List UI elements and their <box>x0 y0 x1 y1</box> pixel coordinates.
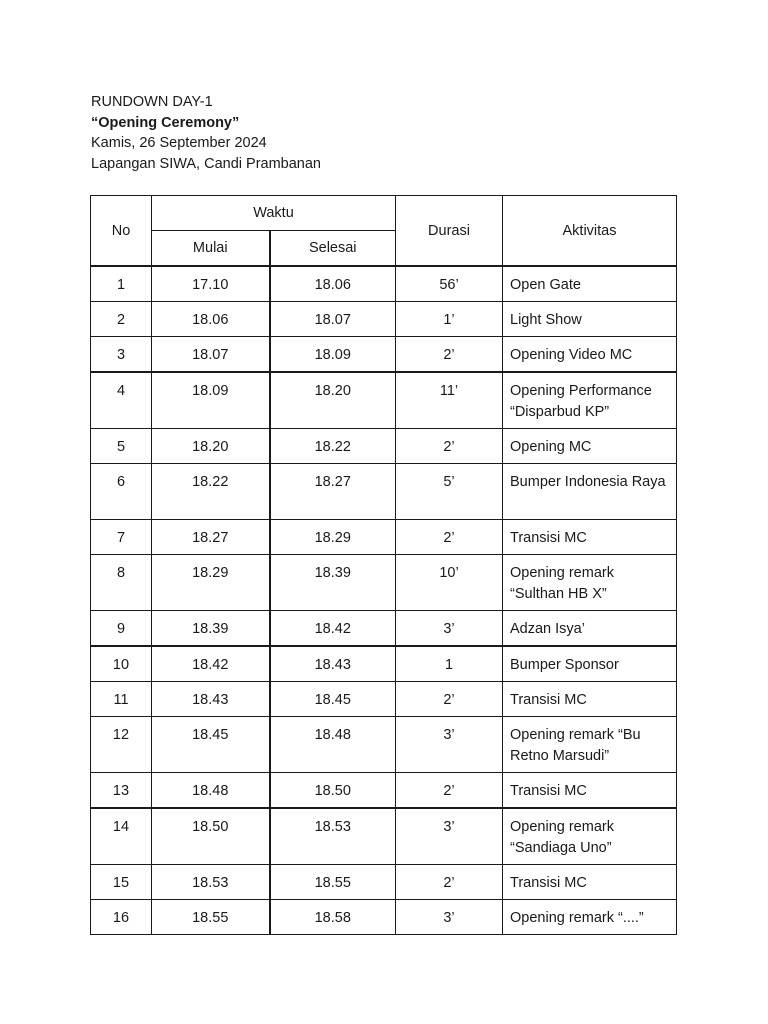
cell-aktivitas: Opening MC <box>503 429 677 464</box>
table-row <box>91 520 677 555</box>
cell-no: 8 <box>91 555 152 611</box>
cell-durasi: 5’ <box>396 464 503 520</box>
cell-no: 2 <box>91 302 152 337</box>
cell-no: 4 <box>91 372 152 429</box>
cell-no: 1 <box>91 266 152 302</box>
table-row <box>91 900 677 935</box>
table-row <box>91 464 677 520</box>
cell-durasi: 2’ <box>396 773 503 809</box>
cell-selesai: 18.55 <box>270 865 396 900</box>
cell-selesai: 18.39 <box>270 555 396 611</box>
cell-aktivitas: Opening Performance “Disparbud KP” <box>503 372 677 429</box>
cell-durasi: 2’ <box>396 337 503 373</box>
table-row <box>91 646 677 682</box>
cell-selesai: 18.06 <box>270 266 396 302</box>
cell-no: 7 <box>91 520 152 555</box>
cell-aktivitas: Bumper Sponsor <box>503 646 677 682</box>
cell-mulai: 18.55 <box>152 900 270 935</box>
event-name: “Opening Ceremony” <box>91 114 240 131</box>
event-location: Lapangan SIWA, Candi Prambanan <box>91 155 321 172</box>
cell-selesai: 18.09 <box>270 337 396 373</box>
cell-no: 16 <box>91 900 152 935</box>
table-row <box>91 773 677 809</box>
cell-aktivitas: Transisi MC <box>503 520 677 555</box>
cell-durasi: 2’ <box>396 429 503 464</box>
cell-aktivitas: Opening remark “Sulthan HB X” <box>503 555 677 611</box>
cell-aktivitas: Transisi MC <box>503 865 677 900</box>
cell-aktivitas: Open Gate <box>503 266 677 302</box>
cell-selesai: 18.50 <box>270 773 396 809</box>
cell-mulai: 18.43 <box>152 682 270 717</box>
table-row <box>91 337 677 373</box>
cell-mulai: 18.07 <box>152 337 270 373</box>
cell-no: 12 <box>91 717 152 773</box>
table-row <box>91 555 677 611</box>
cell-aktivitas: Bumper Indonesia Raya <box>503 464 677 520</box>
cell-no: 13 <box>91 773 152 809</box>
cell-mulai: 18.53 <box>152 865 270 900</box>
cell-selesai: 18.22 <box>270 429 396 464</box>
cell-mulai: 18.42 <box>152 646 270 682</box>
cell-selesai: 18.42 <box>270 611 396 647</box>
document-header <box>91 92 321 174</box>
cell-aktivitas: Opening remark “....” <box>503 900 677 935</box>
cell-durasi: 11’ <box>396 372 503 429</box>
cell-no: 15 <box>91 865 152 900</box>
cell-mulai: 18.50 <box>152 808 270 865</box>
header-aktivitas: Aktivitas <box>503 196 677 267</box>
header-selesai: Selesai <box>270 231 396 267</box>
cell-aktivitas: Light Show <box>503 302 677 337</box>
cell-durasi: 1 <box>396 646 503 682</box>
table-row <box>91 808 677 865</box>
cell-selesai: 18.27 <box>270 464 396 520</box>
table-row <box>91 429 677 464</box>
table-row <box>91 717 677 773</box>
cell-durasi: 3’ <box>396 900 503 935</box>
header-waktu: Waktu <box>152 196 396 231</box>
cell-aktivitas: Opening remark “Sandiaga Uno” <box>503 808 677 865</box>
table-row <box>91 865 677 900</box>
cell-no: 10 <box>91 646 152 682</box>
cell-mulai: 18.39 <box>152 611 270 647</box>
table-row <box>91 682 677 717</box>
cell-durasi: 10’ <box>396 555 503 611</box>
rundown-table <box>90 195 677 935</box>
event-date: Kamis, 26 September 2024 <box>91 135 267 151</box>
cell-selesai: 18.58 <box>270 900 396 935</box>
cell-mulai: 18.06 <box>152 302 270 337</box>
cell-no: 14 <box>91 808 152 865</box>
cell-selesai: 18.43 <box>270 646 396 682</box>
cell-aktivitas: Transisi MC <box>503 773 677 809</box>
cell-selesai: 18.29 <box>270 520 396 555</box>
cell-no: 5 <box>91 429 152 464</box>
cell-aktivitas: Opening remark “Bu Retno Marsudi” <box>503 717 677 773</box>
header-mulai: Mulai <box>152 231 270 267</box>
cell-no: 9 <box>91 611 152 647</box>
cell-aktivitas: Adzan Isya’ <box>503 611 677 647</box>
cell-durasi: 3’ <box>396 717 503 773</box>
cell-mulai: 18.22 <box>152 464 270 520</box>
cell-durasi: 56’ <box>396 266 503 302</box>
cell-mulai: 18.09 <box>152 372 270 429</box>
cell-mulai: 18.27 <box>152 520 270 555</box>
cell-selesai: 18.07 <box>270 302 396 337</box>
cell-no: 11 <box>91 682 152 717</box>
cell-selesai: 18.45 <box>270 682 396 717</box>
cell-mulai: 18.45 <box>152 717 270 773</box>
table-row <box>91 266 677 302</box>
cell-selesai: 18.53 <box>270 808 396 865</box>
cell-selesai: 18.48 <box>270 717 396 773</box>
cell-mulai: 18.48 <box>152 773 270 809</box>
cell-aktivitas: Opening Video MC <box>503 337 677 373</box>
cell-mulai: 17.10 <box>152 266 270 302</box>
cell-selesai: 18.20 <box>270 372 396 429</box>
header-durasi: Durasi <box>396 196 503 267</box>
cell-durasi: 3’ <box>396 808 503 865</box>
cell-mulai: 18.20 <box>152 429 270 464</box>
rundown-title: RUNDOWN DAY-1 <box>91 94 213 110</box>
table-row <box>91 302 677 337</box>
table-row <box>91 372 677 429</box>
cell-aktivitas: Transisi MC <box>503 682 677 717</box>
cell-no: 6 <box>91 464 152 520</box>
cell-durasi: 2’ <box>396 682 503 717</box>
cell-durasi: 2’ <box>396 865 503 900</box>
table-row <box>91 611 677 647</box>
cell-no: 3 <box>91 337 152 373</box>
header-no: No <box>91 196 152 267</box>
cell-durasi: 2’ <box>396 520 503 555</box>
cell-durasi: 3’ <box>396 611 503 647</box>
cell-mulai: 18.29 <box>152 555 270 611</box>
cell-durasi: 1’ <box>396 302 503 337</box>
